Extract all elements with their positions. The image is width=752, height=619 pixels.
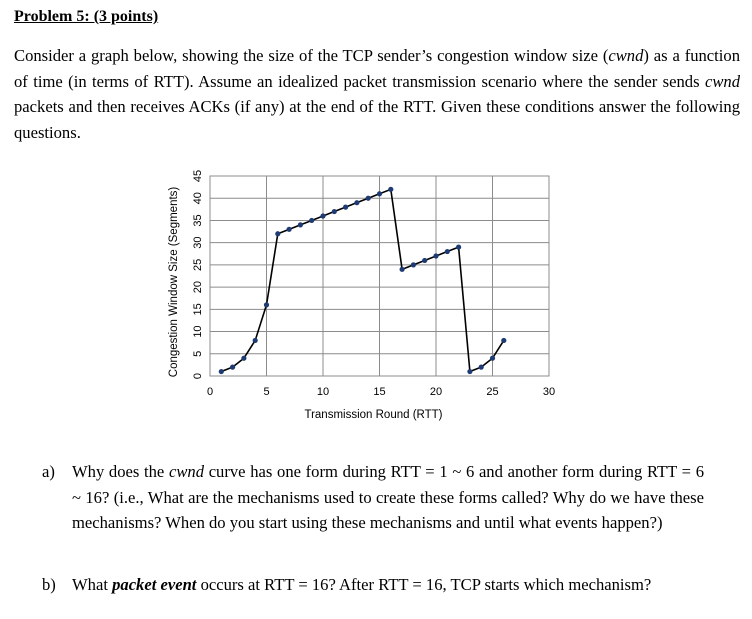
data-point: [230, 365, 235, 370]
question-b-text-2: occurs at RTT = 16? After RTT = 16, TCP starts which mechanism?: [196, 575, 652, 594]
data-point: [219, 369, 224, 374]
problem-title: Problem 5: (3 points): [14, 8, 159, 25]
data-point: [411, 262, 416, 267]
question-b-label: b): [42, 575, 56, 594]
data-point: [501, 338, 506, 343]
question-a-cwnd: cwnd: [168, 462, 205, 481]
data-point: [467, 369, 472, 374]
data-point: [366, 196, 371, 201]
data-point: [400, 267, 405, 272]
x-tick-label: 0: [206, 386, 214, 398]
y-tick-label: 15: [192, 303, 204, 316]
y-tick-label: 30: [192, 236, 204, 249]
series-segment: [267, 234, 278, 305]
series-segment: [391, 189, 402, 269]
intro-cwnd-2: cwnd: [704, 71, 740, 91]
data-point: [241, 356, 246, 361]
data-point: [445, 249, 450, 254]
data-point: [264, 302, 269, 307]
y-tick-labels: [192, 170, 204, 379]
intro-cwnd-1: cwnd: [608, 46, 644, 65]
intro-text-1: Consider a graph below, showing the size of the TCP sender’s congestion window size (: [14, 46, 609, 65]
cwnd-series: [219, 187, 507, 374]
data-point: [433, 253, 438, 258]
y-tick-label: 0: [192, 372, 204, 380]
question-a-text: [72, 459, 704, 536]
data-point: [343, 205, 348, 210]
question-b-packet-event: packet event: [112, 575, 197, 594]
question-a-text-1: Why does the: [72, 462, 169, 481]
x-tick-label: 20: [429, 386, 443, 398]
data-point: [287, 227, 292, 232]
y-tick-label: 35: [192, 214, 204, 227]
question-a-label: a): [42, 462, 55, 481]
x-tick-label: 30: [542, 386, 556, 398]
y-tick-label: 20: [192, 280, 204, 294]
intro-text-3: packets and then receives ACKs (if any) at the end of the RTT. Given these conditions answer the following questions.: [14, 97, 740, 142]
chart-grid: [210, 176, 549, 376]
data-point: [490, 356, 495, 361]
x-tick-label: 15: [373, 386, 386, 398]
y-tick-label: 40: [192, 192, 204, 205]
cwnd-chart: [160, 160, 580, 430]
data-point: [456, 245, 461, 250]
x-axis-label: Transmission Round (RTT): [304, 409, 443, 421]
data-point: [377, 191, 382, 196]
intro-text-2: ) as a function of time (in terms of RTT). Assume an idealized packet transmission scenario where the sender sends: [14, 46, 740, 91]
series-segment: [244, 340, 255, 358]
data-point: [275, 231, 280, 236]
series-segment: [493, 340, 504, 358]
data-point: [309, 218, 314, 223]
y-tick-label: 10: [192, 325, 204, 338]
data-point: [320, 213, 325, 218]
data-point: [422, 258, 427, 263]
data-point: [253, 338, 258, 343]
x-tick-label: 10: [316, 386, 330, 398]
question-b-text-1: What: [72, 575, 113, 594]
x-tick-label: 25: [486, 386, 499, 398]
cwnd-chart-svg: [160, 160, 580, 430]
y-tick-label: 45: [192, 169, 204, 183]
question-b-text: [72, 572, 712, 598]
intro-paragraph: [14, 43, 740, 145]
series-segment: [255, 305, 266, 341]
data-point: [332, 209, 337, 214]
x-tick-label: 5: [263, 386, 270, 398]
data-point: [354, 200, 359, 205]
y-tick-label: 5: [192, 350, 204, 357]
y-axis-label: Congestion Window Size (Segments): [168, 186, 180, 378]
data-point: [298, 222, 303, 227]
x-tick-labels: [207, 386, 555, 398]
y-tick-label: 25: [192, 258, 204, 272]
question-a-text-2: curve has one form during RTT = 1 ~ 6 and another form during RTT = 6 ~ 16? (i.e., What are the mechanisms used to create these forms called? Why do we have these mechanisms? When do you start using these mechanisms and until what events happen?): [72, 462, 705, 532]
data-point: [388, 187, 393, 192]
data-point: [479, 365, 484, 370]
